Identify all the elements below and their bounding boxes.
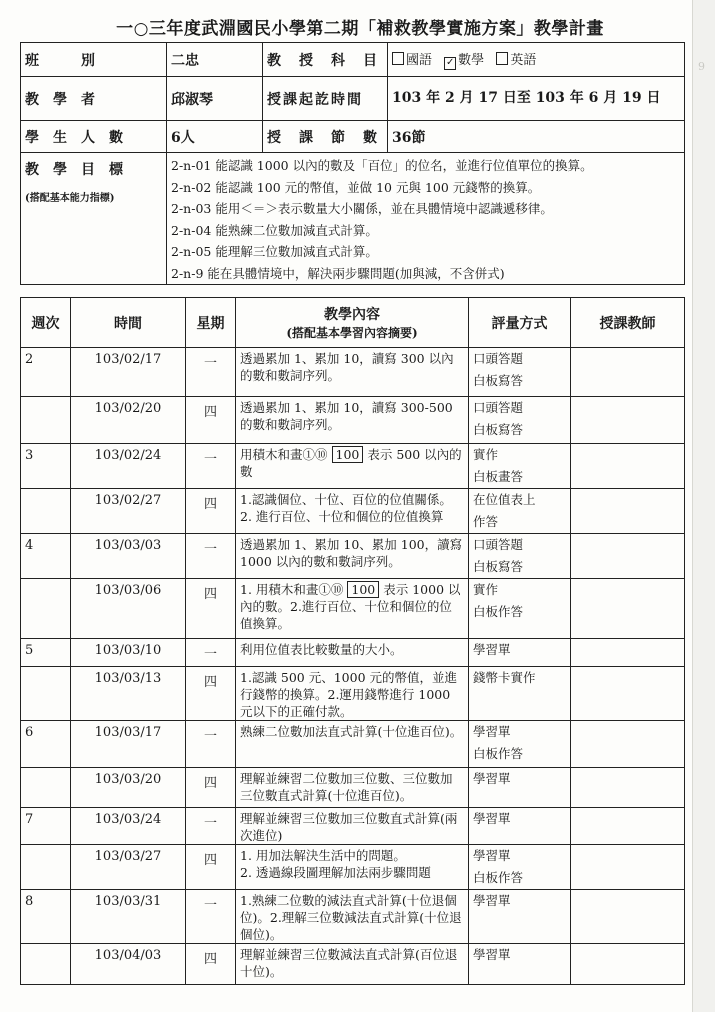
- date-cell: 103/03/06: [71, 579, 186, 639]
- goal-item: 2-n-9 能在具體情境中，解決兩步驟問題(加與減，不含併式): [171, 265, 505, 281]
- week-cell: [21, 845, 71, 890]
- subject-english-label: 英語: [510, 53, 537, 68]
- checkbox-chinese[interactable]: [392, 52, 404, 65]
- teacher-value: 邱淑琴: [167, 77, 263, 121]
- date-cell: 103/03/13: [71, 667, 186, 721]
- teacher-label-text: 教 學 者: [25, 91, 95, 108]
- content-cell: 透過累加 1、累加 10，讀寫 300 以內的數和數詞序列。: [236, 348, 469, 397]
- content-cell: 熟練二位數加法直式計算(十位進百位)。: [236, 721, 469, 768]
- plan-row: [21, 890, 685, 944]
- teacher-cell: [571, 667, 685, 721]
- teacher-cell: [571, 768, 685, 808]
- header-content: [236, 298, 469, 348]
- boxed-number: 100: [332, 446, 364, 463]
- content-text: 用積木和畫①⑩: [240, 447, 328, 462]
- eval-cell: 實作 白板畫答: [469, 444, 571, 489]
- date-cell: 103/03/20: [71, 768, 186, 808]
- eval-cell: 口頭答題 白板寫答: [469, 397, 571, 444]
- teacher-cell: [571, 579, 685, 639]
- header-week: 週次: [21, 298, 71, 348]
- day-cell: 一: [186, 808, 236, 845]
- teacher-cell: [571, 721, 685, 768]
- week-cell: [21, 667, 71, 721]
- eval-cell: 學習單: [469, 808, 571, 845]
- content-cell: 透過累加 1、累加 10，讀寫 300-500 的數和數詞序列。: [236, 397, 469, 444]
- week-cell: [21, 768, 71, 808]
- plan-row: [21, 579, 685, 639]
- students-label: [21, 121, 167, 153]
- plan-row: [21, 667, 685, 721]
- goals-label-text: 教 學 目 標: [25, 162, 123, 178]
- subject-label: [263, 43, 388, 77]
- week-cell: 2: [21, 348, 71, 397]
- info-table: [20, 42, 685, 285]
- day-cell: 四: [186, 397, 236, 444]
- date-cell: 103/02/20: [71, 397, 186, 444]
- content-cell: [236, 579, 469, 639]
- day-cell: 四: [186, 579, 236, 639]
- period-value: 103 年 2 月 17 日至 103 年 6 月 19 日: [388, 77, 685, 121]
- goals-sub-label: (搭配基本能力指標): [25, 193, 115, 204]
- plan-row: [21, 808, 685, 845]
- teacher-cell: [571, 845, 685, 890]
- plan-row: [21, 397, 685, 444]
- period-label-text: 授課起訖時間: [267, 91, 363, 108]
- date-cell: 103/02/24: [71, 444, 186, 489]
- students-value: 6人: [167, 121, 263, 153]
- class-value: 二忠: [167, 43, 263, 77]
- checkbox-english[interactable]: [496, 52, 508, 65]
- eval-cell: 學習單 白板作答: [469, 721, 571, 768]
- content-cell: [236, 444, 469, 489]
- goal-item: 2-n-05 能理解三位數加減直式計算。: [171, 244, 378, 259]
- header-teacher: 授課教師: [571, 298, 685, 348]
- boxed-number: 100: [347, 581, 379, 598]
- plan-row: [21, 489, 685, 534]
- day-cell: 一: [186, 639, 236, 667]
- plan-table: [20, 297, 685, 985]
- students-label-text: 學 生 人 數: [25, 129, 123, 146]
- class-label-text: 班 別: [25, 52, 95, 69]
- content-cell: 1.熟練二位數的減法直式計算(十位退個位)。2.理解三位數減法直式計算(十位退個位)。: [236, 890, 469, 944]
- sessions-label-text: 授 課 節 數: [267, 129, 379, 146]
- plan-row: [21, 534, 685, 579]
- plan-row: [21, 721, 685, 768]
- eval-cell: 錢幣卡實作: [469, 667, 571, 721]
- sessions-value: 36節: [388, 121, 685, 153]
- goal-item: 2-n-04 能熟練二位數加減直式計算。: [171, 222, 378, 238]
- eval-cell: 口頭答題 白板寫答: [469, 534, 571, 579]
- subject-math-label: 數學: [458, 53, 485, 68]
- content-cell: 1.認識 500 元、1000 元的幣值，並進行錢幣的換算。2.運用錢幣進行 1000 元以下的正確付款。: [236, 667, 469, 721]
- week-cell: [21, 944, 71, 985]
- date-cell: 103/02/27: [71, 489, 186, 534]
- teacher-cell: [571, 639, 685, 667]
- eval-cell: 學習單: [469, 890, 571, 944]
- subject-option-math[interactable]: [444, 53, 484, 68]
- info-row-class: [21, 43, 685, 77]
- goal-item: 2-n-03 能用＜＝＞表示數量大小關係，並在具體情境中認識遞移律。: [171, 201, 553, 216]
- goals-list: [167, 153, 685, 285]
- header-eval: 評量方式: [469, 298, 571, 348]
- eval-cell: 口頭答題 白板寫答: [469, 348, 571, 397]
- day-cell: 四: [186, 845, 236, 890]
- content-cell: 理解並練習三位數加三位數直式計算(兩次進位): [236, 808, 469, 845]
- content-text: 表示 1000 以內的數。2.進行百位、十位和個位的位值換算。: [240, 582, 461, 631]
- goal-item: 2-n-01 能認識 1000 以內的數及「百位」的位名，並進行位值單位的換算。: [171, 158, 593, 173]
- week-cell: [21, 579, 71, 639]
- header-date: 時間: [71, 298, 186, 348]
- content-cell: 利用位值表比較數量的大小。: [236, 639, 469, 667]
- content-cell: 1. 用加法解決生活中的問題。 2. 透過線段圖理解加法兩步驟問題: [236, 845, 469, 890]
- teacher-cell: [571, 348, 685, 397]
- sessions-label: [263, 121, 388, 153]
- eval-cell: 學習單: [469, 944, 571, 985]
- week-cell: [21, 489, 71, 534]
- day-cell: 四: [186, 489, 236, 534]
- content-text: 1. 用積木和畫①⑩: [240, 582, 344, 597]
- date-cell: 103/03/31: [71, 890, 186, 944]
- eval-cell: 在位值表上 作答: [469, 489, 571, 534]
- document-title: 一○三年度武淵國民小學第二期「補救教學實施方案」教學計畫: [116, 19, 604, 39]
- teacher-cell: [571, 944, 685, 985]
- bleed-through-text: 9: [698, 60, 705, 73]
- content-cell: 1.認識個位、十位、百位的位值關係。 2. 進行百位、十位和個位的位值換算: [236, 489, 469, 534]
- date-cell: 103/03/17: [71, 721, 186, 768]
- teacher-cell: [571, 808, 685, 845]
- week-cell: 7: [21, 808, 71, 845]
- plan-row: [21, 444, 685, 489]
- week-cell: [21, 397, 71, 444]
- goals-label: [21, 153, 167, 285]
- content-cell: 理解並練習三位數減法直式計算(百位退十位)。: [236, 944, 469, 985]
- plan-row: [21, 639, 685, 667]
- plan-body: [21, 348, 685, 985]
- plan-row: [21, 944, 685, 985]
- teacher-label: [21, 77, 167, 121]
- info-row-students: [21, 121, 685, 153]
- plan-row: [21, 348, 685, 397]
- date-cell: 103/03/03: [71, 534, 186, 579]
- content-cell: 理解並練習二位數加三位數、三位數加三位數直式計算(十位進百位)。: [236, 768, 469, 808]
- header-content-sub: (搭配基本學習內容摘要): [286, 326, 418, 340]
- content-cell: 透過累加 1、累加 10、累加 100，讀寫 1000 以內的數和數詞序列。: [236, 534, 469, 579]
- week-cell: 8: [21, 890, 71, 944]
- eval-cell: 學習單: [469, 639, 571, 667]
- goal-item: 2-n-02 能認識 100 元的幣值，並做 10 元與 100 元錢幣的換算。: [171, 179, 541, 195]
- week-cell: 3: [21, 444, 71, 489]
- plan-row: [21, 768, 685, 808]
- day-cell: 一: [186, 534, 236, 579]
- day-cell: 一: [186, 348, 236, 397]
- day-cell: 一: [186, 890, 236, 944]
- subject-option-chinese[interactable]: [392, 53, 432, 68]
- teacher-cell: [571, 444, 685, 489]
- eval-cell: 實作 白板作答: [469, 579, 571, 639]
- day-cell: 四: [186, 768, 236, 808]
- content-text: 表示 500 以內的數: [240, 447, 462, 479]
- eval-cell: 學習單 白板作答: [469, 845, 571, 890]
- period-label: [263, 77, 388, 121]
- header-content-title: 教學內容: [324, 307, 380, 323]
- plan-header-row: [21, 298, 685, 348]
- info-row-goals: [21, 153, 685, 285]
- day-cell: 四: [186, 944, 236, 985]
- week-cell: 5: [21, 639, 71, 667]
- date-cell: 103/04/03: [71, 944, 186, 985]
- week-cell: 6: [21, 721, 71, 768]
- teacher-cell: [571, 534, 685, 579]
- subject-option-english[interactable]: [496, 53, 536, 68]
- subject-options: [388, 43, 685, 77]
- info-row-teacher: [21, 77, 685, 121]
- date-cell: 103/03/24: [71, 808, 186, 845]
- teacher-cell: [571, 397, 685, 444]
- checkbox-math-checked[interactable]: ✓: [445, 57, 455, 68]
- day-cell: 一: [186, 444, 236, 489]
- date-cell: 103/02/17: [71, 348, 186, 397]
- date-cell: 103/03/10: [71, 639, 186, 667]
- date-cell: 103/03/27: [71, 845, 186, 890]
- day-cell: 一: [186, 721, 236, 768]
- day-cell: 四: [186, 667, 236, 721]
- header-day: 星期: [186, 298, 236, 348]
- class-label: [21, 43, 167, 77]
- page-edge: [692, 0, 715, 1012]
- eval-cell: 學習單: [469, 768, 571, 808]
- subject-chinese-label: 國語: [406, 53, 433, 68]
- subject-label-text: 教 授 科 目: [267, 52, 379, 69]
- teacher-cell: [571, 890, 685, 944]
- plan-row: [21, 845, 685, 890]
- teacher-cell: [571, 489, 685, 534]
- week-cell: 4: [21, 534, 71, 579]
